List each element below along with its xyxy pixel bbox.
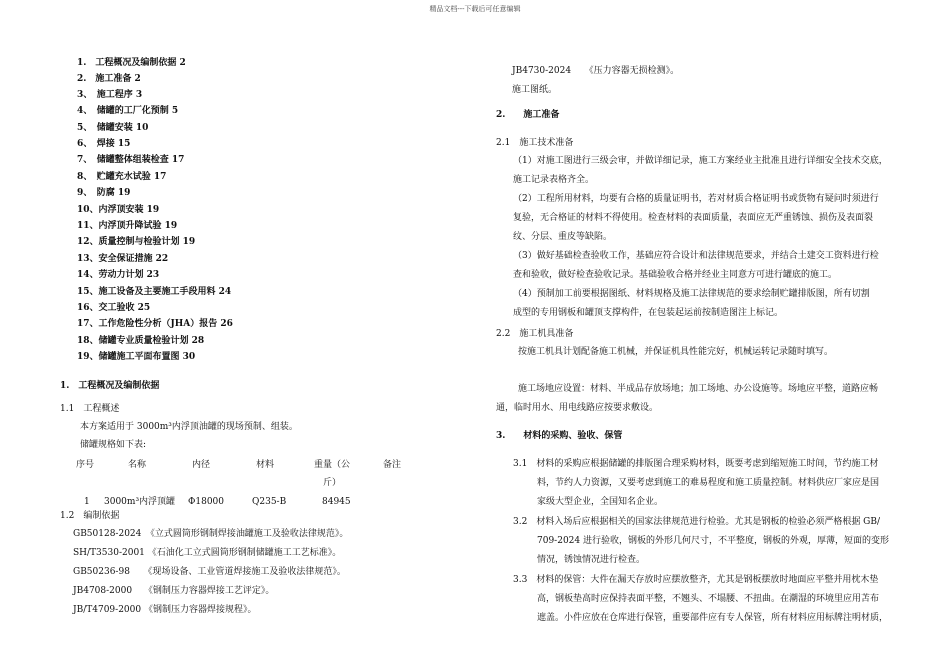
paragraph-line: 3.3 材料的保管：大件在漏天存放时应摆放整齐，尤其是钢板摆放时地面应平整并用枕木垫 [513,575,879,585]
paragraph-line: 家级大型企业，全国知名企业。 [537,497,664,507]
paragraph-line: （4）预制加工前要根据图纸、材料规格及施工法律规范的要求绘制贮罐排版图，所有切割 [513,289,870,299]
subsection-heading: 2.1 施工技术准备 [496,138,574,148]
section-heading: 1. 工程概况及编制依据 [60,381,160,391]
paragraph-line: 高，钢板垫高时应保持表面平整，不翘头、不塌腰、不扭曲。在潮湿的环境里应用苫布 [537,594,880,604]
toc-item[interactable]: 4、 储罐的工厂化预制 5 [77,106,179,116]
subsection-heading: 1.1 工程概述 [60,404,120,414]
table-cell: 3000m³内浮顶罐 [104,497,176,507]
toc-item[interactable]: 8、 贮罐充水试验 17 [77,172,167,182]
toc-item[interactable]: 3、 施工程序 3 [77,90,143,100]
paragraph-line: 料，节约人力资源，又要考虑到施工的难易程度和施工质量控制。材料供应厂家应是国 [537,478,880,488]
paragraph-line: 复验，无合格证的材料不得使用。检查材料的表面质量，表面应无严重锈蚀、损伤及表面裂 [513,213,874,223]
table-cell: Φ18000 [188,497,225,507]
toc-item[interactable]: 15、施工设备及主要施工手段用料 24 [77,287,232,297]
paragraph-line: （1）对施工图进行三级会审，并做详细记录，施工方案经业主批准且进行详细安全技术交底， [513,156,888,166]
paragraph-line: 纹、分层、重皮等缺陷。 [513,232,613,242]
paragraph-line: （2）工程所用材料，均要有合格的质量证明书，若对材质合格证明书或货物有疑问时须进行 [513,194,879,204]
toc-item[interactable]: 1. 工程概况及编制依据 2 [77,58,186,68]
paragraph: 按施工机具计划配备施工机械，并保证机具性能完好，机械运转记录随时填写。 [518,347,834,357]
paragraph-line: 通，临时用水、用电线路应按要求敷设。 [496,403,659,413]
table-cell: 84945 [322,497,351,507]
reference-item: JB4708-2000 《钢制压力容器焊接工艺评定》。 [73,586,275,596]
reference-item: JB/T4709-2000 《钢制压力容器焊接规程》。 [73,605,257,615]
paragraph: 施工图纸。 [512,85,558,95]
paragraph-line: 成型的专用钢板和罐顶支撑构件，在包装起运前按制造图注上标记。 [513,308,784,318]
toc-item[interactable]: 11、内浮顶升降试验 19 [77,221,178,231]
table-cell: 1 [84,497,90,507]
paragraph-line: 3.2 材料入场后应根据相关的国家法律规范进行检验。尤其是钢板的检验必须严格根据 GB/ [513,517,881,527]
table-header-cell: 重量（公 [314,460,351,470]
section-heading: 3. 材料的采购、验收、保管 [496,431,623,441]
subsection-heading: 2.2 施工机具准备 [496,329,574,339]
reference-item: SH/T3530-2001 《石油化工立式圆筒形钢制储罐施工工艺标准》。 [73,548,342,558]
paragraph: 本方案适用于 3000m³内浮顶油罐的现场预制、组装。 [80,422,298,432]
toc-item[interactable]: 19、储罐施工平面布置图 30 [77,352,196,362]
table-header-cell: 序号 [76,460,95,470]
paragraph-line: 施工记录表格齐全。 [513,175,595,185]
paragraph-line: 3.1 材料的采购应根据储罐的排版图合理采购材料，既要考虑到缩短施工时间，节约施工材 [513,459,879,469]
paragraph-line: 情况，锈蚀情况进行检查。 [537,555,646,565]
paragraph-line: 遮盖。小件应放在仓库进行保管，重要部件应有专人保管，所有材料应用标牌注明材质， [537,613,889,623]
subsection-heading: 1.2 编制依据 [60,511,120,521]
paragraph-line: 查和验收，做好检查验收记录。基础验收合格并经业主同意方可进行罐底的施工。 [513,270,838,280]
toc-item[interactable]: 18、储罐专业质量检验计划 28 [77,336,205,346]
paragraph-line: 709-2024 进行验收，钢板的外形几何尺寸，不平整度，钢板的外观，厚薄，短面的变形 [537,536,889,546]
reference-item: GB50236-98 《现场设备、工业管道焊接施工及验收法律规范》。 [73,567,346,577]
toc-item[interactable]: 17、工作危险性分析（JHA）报告 26 [77,319,233,329]
toc-item[interactable]: 2. 施工准备 2 [77,74,141,84]
toc-item[interactable]: 9、 防腐 19 [77,188,131,198]
table-header-cell-wrap: 斤） [323,478,342,488]
table-header-cell: 名称 [128,460,147,470]
toc-item[interactable]: 16、交工验收 25 [77,303,151,313]
table-header-cell: 材料 [256,460,275,470]
table-header-cell: 内径 [192,460,211,470]
paragraph-line: （3）做好基础检查验收工作，基础应符合设计和法律规范要求，并结合土建交工资料进行检 [513,251,879,261]
toc-item[interactable]: 12、质量控制与检验计划 19 [77,237,196,247]
table-cell: Q235-B [252,497,287,507]
page-header: 精品文档---下载后可任意编辑 [429,5,521,13]
toc-item[interactable]: 13、安全保证措施 22 [77,254,169,264]
reference-item: GB50128-2024 《立式圆筒形钢制焊接油罐施工及验收法律规范》。 [73,529,349,539]
toc-item[interactable]: 7、 储罐整体组装检查 17 [77,155,185,165]
reference-item: JB4730-2024 《压力容器无损检测》。 [512,66,680,76]
toc-item[interactable]: 14、劳动力计划 23 [77,270,160,280]
toc-item[interactable]: 6、 焊接 15 [77,139,131,149]
section-heading: 2. 施工准备 [496,110,560,120]
toc-item[interactable]: 10、内浮顶安装 19 [77,205,160,215]
toc-item[interactable]: 5、 储罐安装 10 [77,123,149,133]
table-header-cell: 备注 [383,460,402,470]
paragraph: 储罐规格如下表: [80,440,147,450]
paragraph-line: 施工场地应设置：材料、半成品存放场地；加工场地、办公设施等。场地应平整，道路应畅 [518,384,879,394]
